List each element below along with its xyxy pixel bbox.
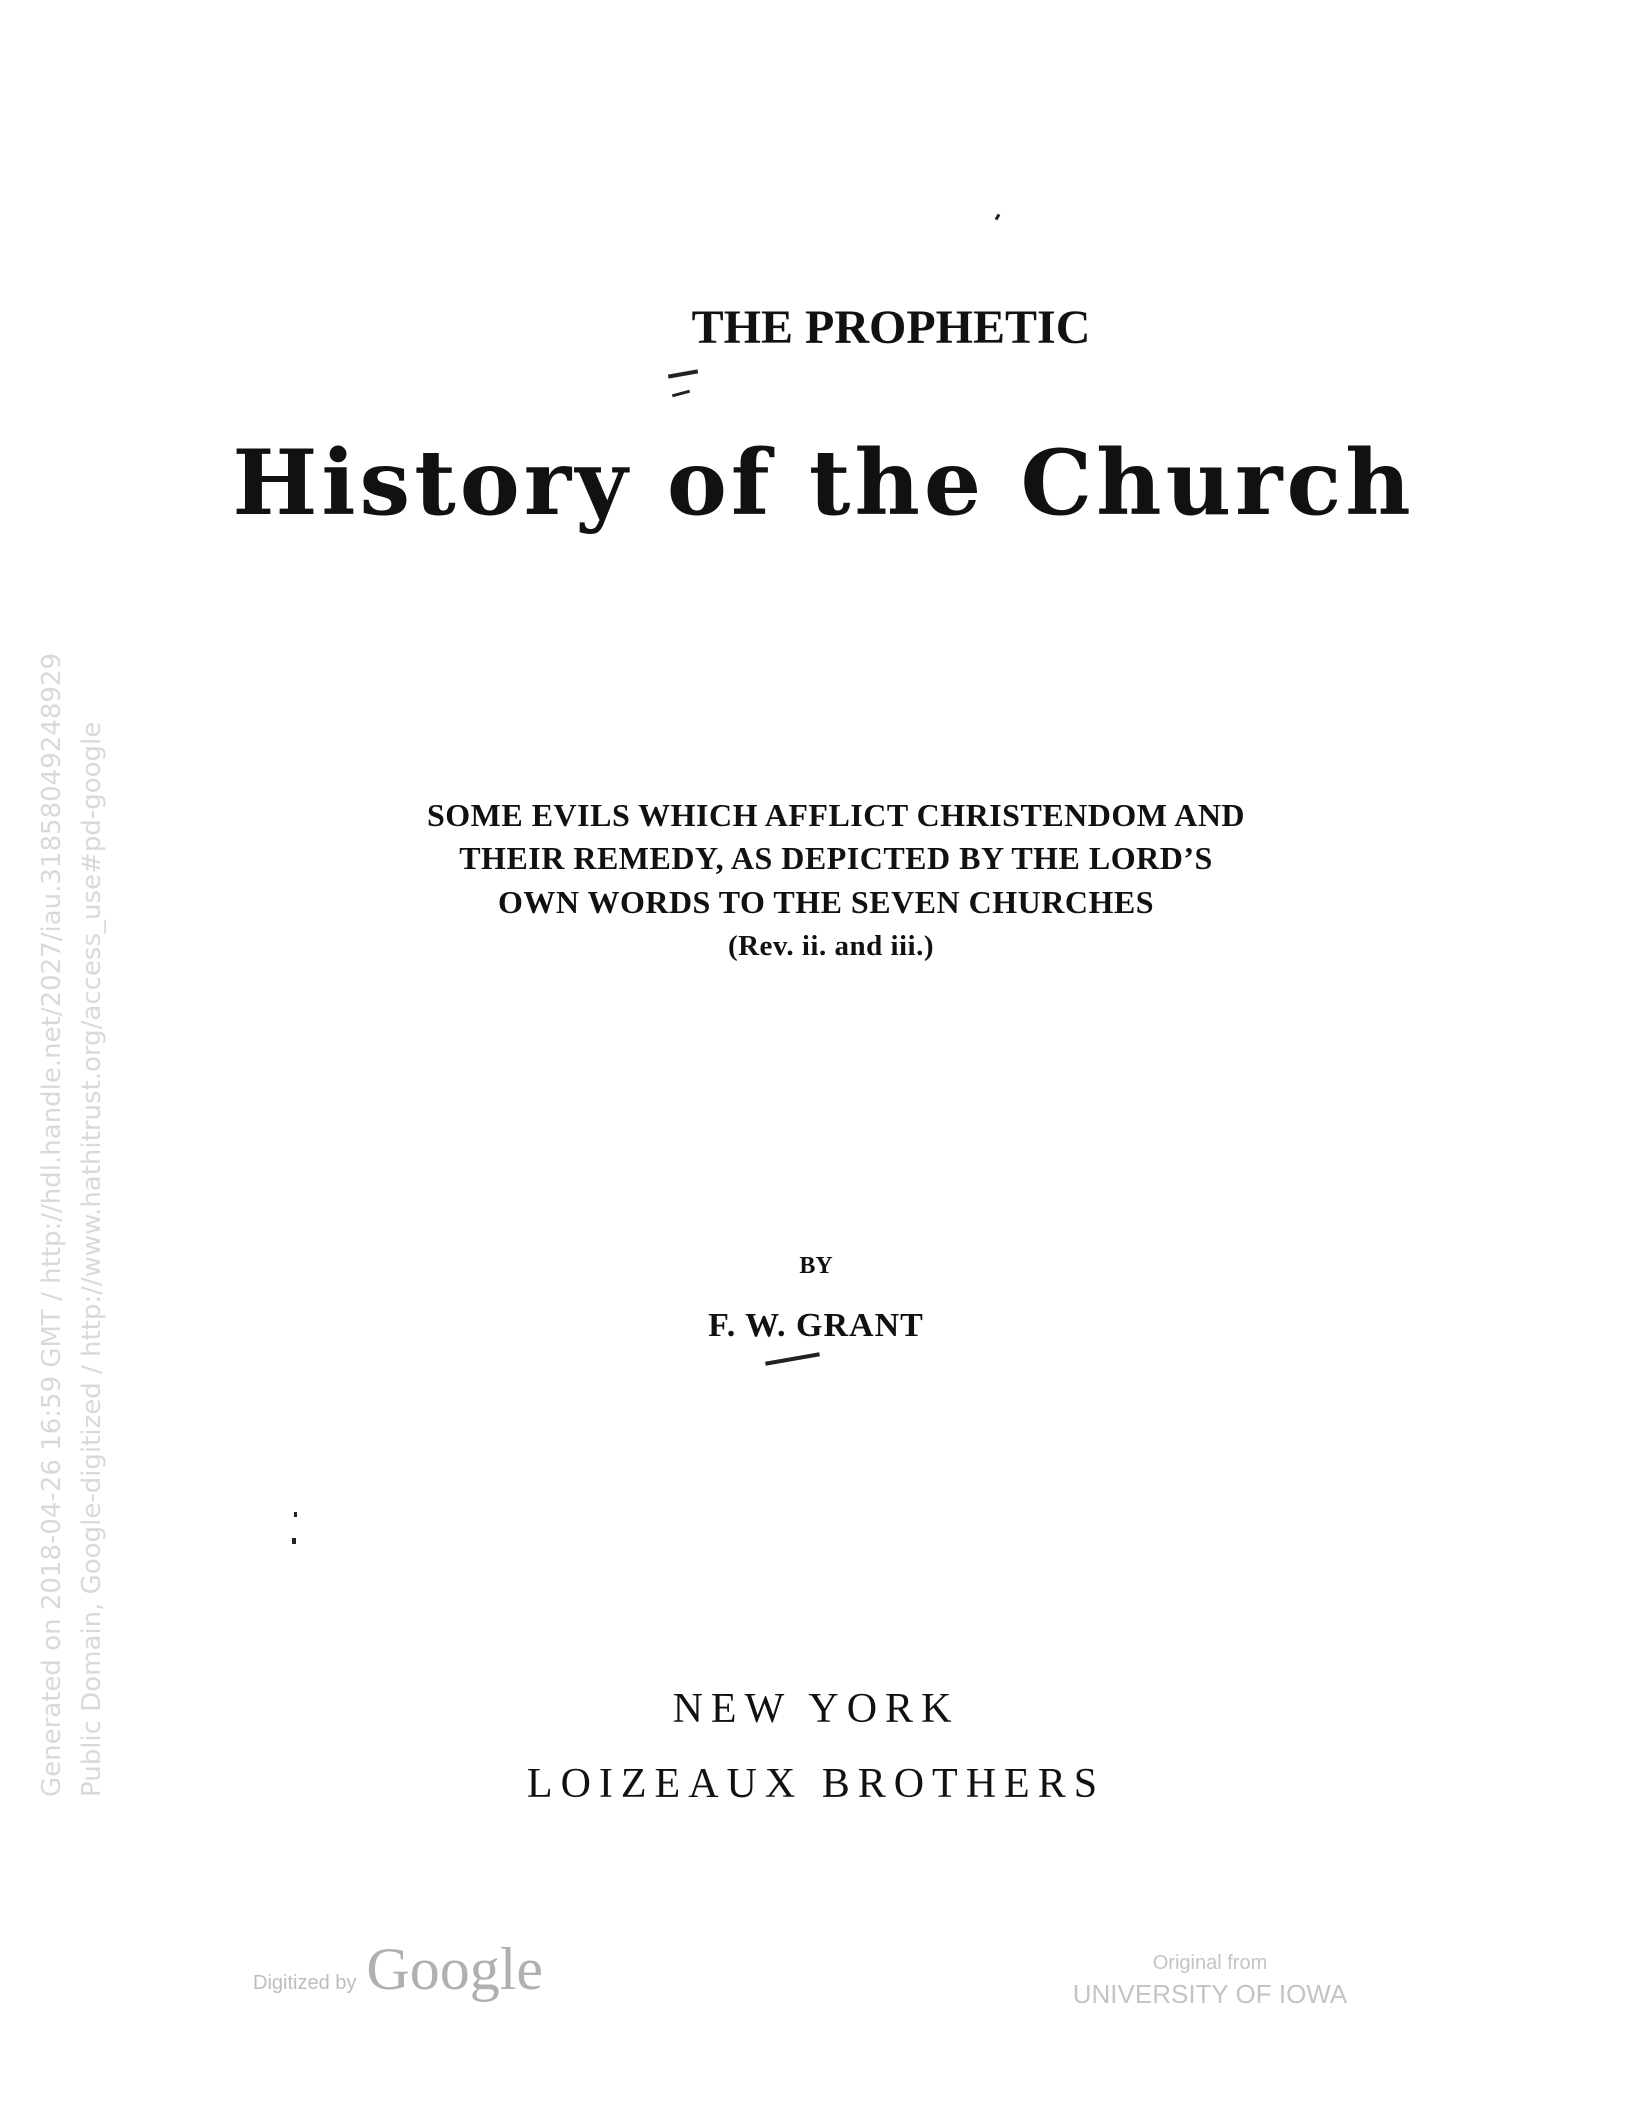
page-title: History of the Church — [232, 430, 1415, 536]
pencil-underline — [765, 1352, 820, 1365]
original-from-institution: UNIVERSITY OF IOWA — [1072, 1979, 1348, 2009]
subtitle-line: THEIR REMEDY, AS DEPICTED BY THE LORD’S — [459, 840, 1213, 876]
stray-mark — [995, 214, 1001, 221]
stray-mark — [292, 1538, 296, 1544]
digitized-label: Digitized by — [253, 1972, 357, 1994]
publisher-city: NEW YORK — [672, 1686, 960, 1732]
pencil-mark — [668, 369, 698, 378]
publisher-name: LOIZEAUX BROTHERS — [526, 1761, 1106, 1807]
subtitle-reference: (Rev. ii. and iii.) — [727, 930, 935, 962]
pencil-mark — [672, 390, 690, 398]
author-name: F. W. GRANT — [708, 1307, 924, 1344]
watermark-line: Public Domain, Google-digitized / http://www.hathitrust.org/access_use#pd-google — [77, 721, 107, 1797]
watermark-line: Generated on 2018-04-26 16:59 GMT / http://hdl.handle.net/2027/iau.31858049248929 — [37, 653, 67, 1797]
original-from-label: Original from — [1152, 1952, 1268, 1974]
digitized-by-google — [253, 1935, 543, 2004]
original-from — [1070, 1952, 1350, 2010]
subtitle-line: SOME EVILS WHICH AFFLICT CHRISTENDOM AND — [426, 797, 1246, 833]
stray-mark — [294, 1512, 297, 1517]
google-logo: Google — [366, 1936, 544, 2002]
by-label: BY — [799, 1253, 833, 1279]
access-watermark — [32, 653, 112, 1797]
title-top: THE PROPHETIC — [691, 301, 1091, 354]
subtitle-line: OWN WORDS TO THE SEVEN CHURCHES — [498, 884, 1154, 920]
